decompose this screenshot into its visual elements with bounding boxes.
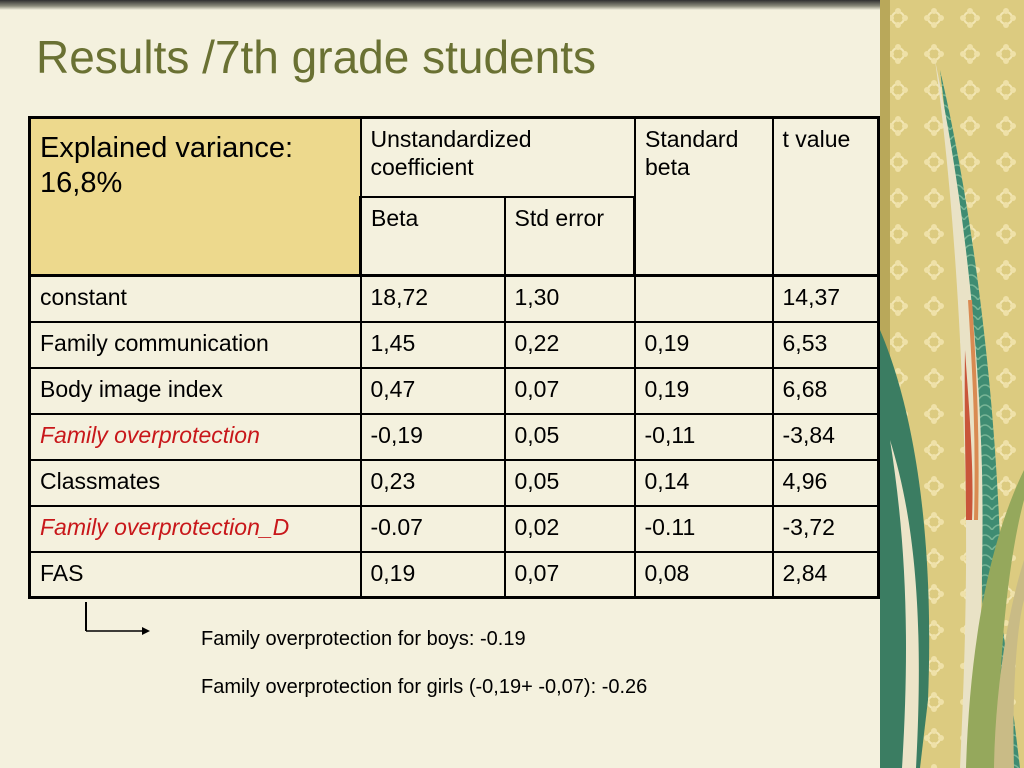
note-girls: Family overprotection for girls (-0,19+ -0,07): -0.26 (201, 676, 648, 698)
table-row (30, 414, 879, 460)
results-table (28, 116, 880, 599)
beta-header: Beta (361, 197, 505, 276)
std-error-header: Std error (505, 197, 635, 276)
slide-title: Results /7th grade students (36, 31, 596, 83)
header-row-1 (30, 118, 879, 197)
standard-beta-value (635, 276, 773, 322)
unstandardized-coefficient-header: Unstandardized coefficient (361, 118, 635, 197)
std-error-value: 0,07 (505, 368, 635, 414)
t-value: 14,37 (773, 276, 879, 322)
standard-beta-value: -0,11 (635, 414, 773, 460)
standard-beta-header: Standard beta (635, 118, 773, 276)
row-label: Family overprotection (30, 414, 361, 460)
explained-variance-cell: Explained variance: 16,8% (30, 118, 361, 276)
table-row (30, 276, 879, 322)
std-error-value: 0,05 (505, 460, 635, 506)
row-label: constant (30, 276, 361, 322)
std-error-value: 0,05 (505, 414, 635, 460)
beta-value: 18,72 (361, 276, 505, 322)
row-label: Family communication (30, 322, 361, 368)
t-value: 6,68 (773, 368, 879, 414)
decorative-side-panel (880, 0, 1024, 768)
arrow-icon (78, 600, 158, 640)
table-body (30, 276, 879, 598)
standard-beta-value: 0,08 (635, 552, 773, 598)
row-label: Classmates (30, 460, 361, 506)
beta-value: 0,47 (361, 368, 505, 414)
t-value: -3,84 (773, 414, 879, 460)
note-boys: Family overprotection for boys: -0.19 (201, 628, 526, 650)
beta-value: 1,45 (361, 322, 505, 368)
table-row (30, 322, 879, 368)
standard-beta-value: -0.11 (635, 506, 773, 552)
beta-value: 0,19 (361, 552, 505, 598)
table-row (30, 368, 879, 414)
std-error-value: 0,07 (505, 552, 635, 598)
std-error-value: 0,22 (505, 322, 635, 368)
top-shadow (0, 0, 880, 10)
table-row (30, 506, 879, 552)
standard-beta-value: 0,14 (635, 460, 773, 506)
t-value: 6,53 (773, 322, 879, 368)
row-label: Family overprotection_D (30, 506, 361, 552)
row-label: Body image index (30, 368, 361, 414)
t-value-header: t value (773, 118, 879, 276)
beta-value: -0,19 (361, 414, 505, 460)
t-value: 4,96 (773, 460, 879, 506)
t-value: -3,72 (773, 506, 879, 552)
table-row (30, 460, 879, 506)
standard-beta-value: 0,19 (635, 322, 773, 368)
std-error-value: 1,30 (505, 276, 635, 322)
beta-value: -0.07 (361, 506, 505, 552)
table-row (30, 552, 879, 598)
beta-value: 0,23 (361, 460, 505, 506)
decorative-leaves-art (880, 0, 1024, 768)
standard-beta-value: 0,19 (635, 368, 773, 414)
t-value: 2,84 (773, 552, 879, 598)
std-error-value: 0,02 (505, 506, 635, 552)
row-label: FAS (30, 552, 361, 598)
